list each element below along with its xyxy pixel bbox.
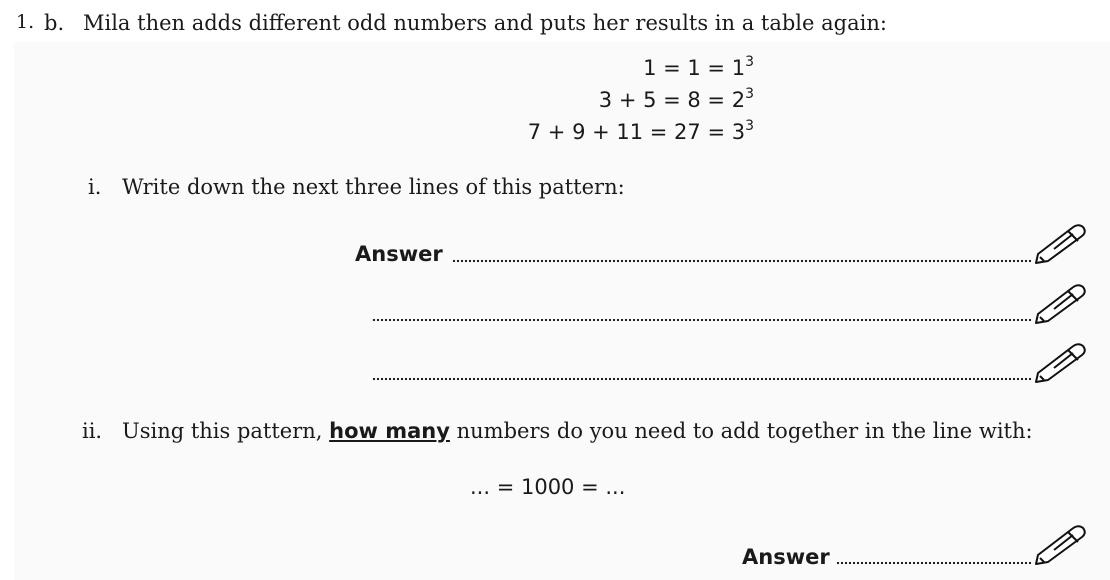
equation-line-3: $7 + 9 + 11 = 27 = 3^3$: [527, 118, 754, 144]
answer-line-ii[interactable]: [836, 561, 1032, 565]
part-ii-prompt: Using this pattern, how many numbers do you need to add together in the line with:: [122, 419, 1033, 443]
pen-icon: [1032, 522, 1088, 566]
answer-line-i-2[interactable]: [372, 318, 1032, 322]
question-part: b.: [44, 11, 65, 35]
equation-line-2: $3 + 5 = 8 = 2^3$: [598, 86, 754, 112]
part-i-numeral: i.: [88, 175, 102, 199]
part-ii-equation: ... = 1000 = ...: [470, 475, 626, 499]
part-ii-numeral: ii.: [82, 419, 103, 443]
emphasis-how-many: how many: [329, 419, 450, 443]
answer-line-i-3[interactable]: [372, 377, 1032, 381]
pen-icon: [1032, 221, 1088, 265]
question-number: 1.: [16, 11, 35, 33]
question-intro: Mila then adds different odd numbers and puts her results in a table again:: [83, 11, 887, 35]
equation-line-1: $1 = 1 = 1^3$: [643, 54, 754, 80]
answer-line-i-1[interactable]: [452, 259, 1032, 263]
answer-label-ii: Answer: [742, 545, 830, 569]
pen-icon: [1032, 281, 1088, 325]
pen-icon: [1032, 340, 1088, 384]
answer-label-i: Answer: [355, 242, 443, 266]
part-i-prompt: Write down the next three lines of this pattern:: [122, 175, 625, 199]
